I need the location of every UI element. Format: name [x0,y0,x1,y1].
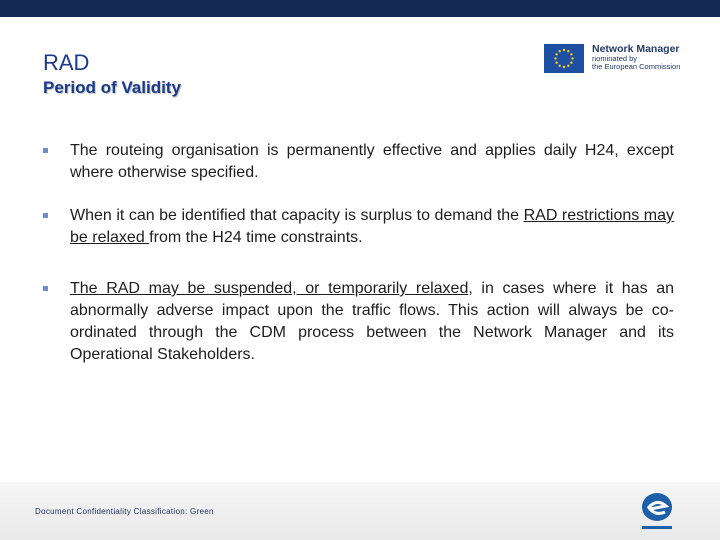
eu-flag-icon [544,44,584,73]
bullet-text: The routeing organisation is permanently effective and applies daily H24, except where otherwise specified. [70,142,674,181]
logo-name: Network Manager [592,43,680,55]
logo-text [592,44,680,71]
bullet-item [42,140,674,184]
page-title: RAD [43,50,90,75]
bullet-underlined-text: RAD restrictions may be relaxed [70,207,675,246]
bullet-text-tail: from the H24 time constraints. [149,229,363,246]
bullet-item [42,205,674,249]
logo-commission: the European Commission [592,61,681,71]
bullet-text-lead: When it can be identified that capacity is surplus to demand the [70,207,524,224]
top-banner [0,0,720,17]
bullet-item [42,278,674,366]
logo-nominated-by: nominated by [592,54,638,64]
page-subtitle: Period of Validity [43,78,181,97]
bullet-marker-icon [43,148,48,153]
bullet-text-tail: , in cases where it has an abnormally adverse impact upon the traffic flows. This action will always be co-ordinated through the CDM process between the Network Manager and its Operational Stakeholders. [70,280,675,363]
bullet-underlined-text: The RAD may be suspended, or temporarily relaxed [70,280,469,297]
eurocontrol-logo-icon [638,490,676,534]
bullet-marker-icon [43,286,48,291]
bullet-marker-icon [43,213,48,218]
footer [0,482,720,540]
confidentiality-classification: Document Confidentiality Classification: Green [35,507,214,516]
network-manager-logo [544,44,694,76]
bullet-list [42,140,674,366]
